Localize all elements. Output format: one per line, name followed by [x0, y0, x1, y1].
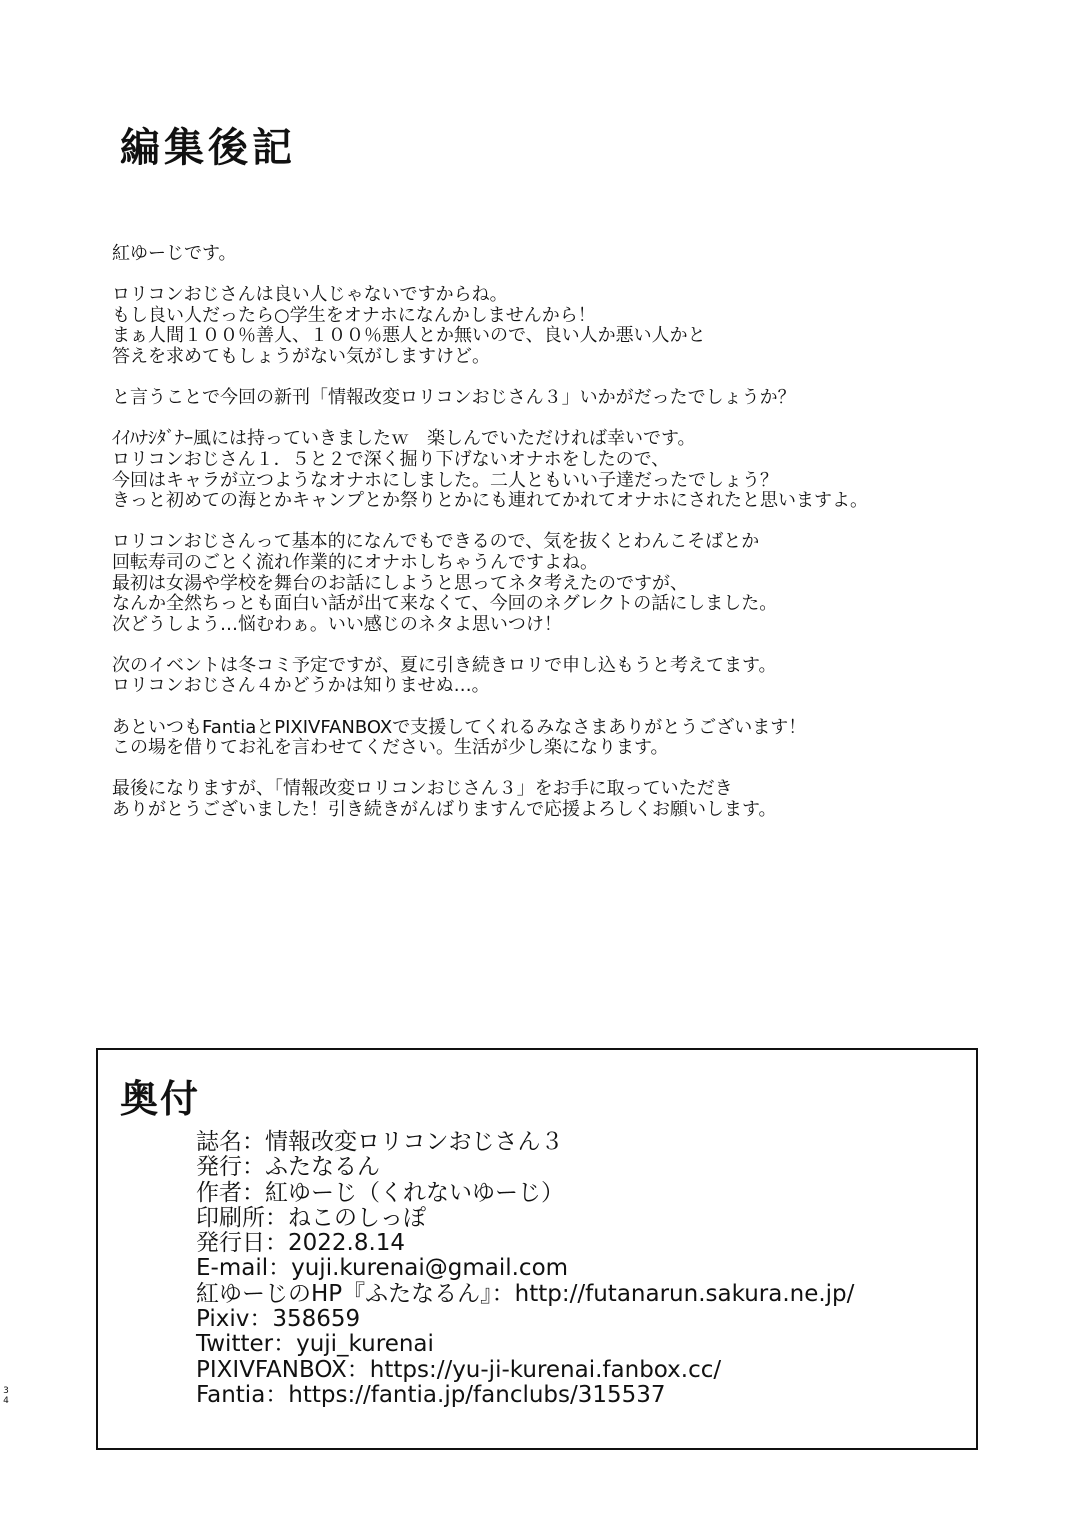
text-line: 次のイベントは冬コミ予定ですが、夏に引き続きロリで申し込もうと考えてます。: [112, 654, 777, 676]
paragraph: [112, 532, 1012, 635]
text-line: 次どうしよう…悩むわぁ。いい感じのネタよ思いつけ！: [112, 613, 562, 635]
paragraph: [112, 779, 1012, 820]
text-line: きっと初めての海とかキャンプとか祭りとかにも連れてかれてオナホにされたと思いますよ。: [112, 490, 868, 512]
colophon-row-homepage: 紅ゆーじのHP『ふたなるん』：http://futanarun.sakura.ne.jp/: [196, 1280, 855, 1307]
colophon-row-twitter: Twitter：yuji_kurenai: [196, 1331, 434, 1358]
afterword-title: 編集後記: [120, 125, 296, 171]
paragraph: [112, 285, 1012, 367]
text-line: 今回はキャラが立つようなオナホにしました。二人ともいい子達だったでしょう？: [112, 469, 778, 491]
colophon-row-fantia: Fantia：https://fantia.jp/fanclubs/315537: [196, 1381, 666, 1408]
text-line: と言うことで今回の新刊「情報改変ロリコンおじさん３」いかがだったでしょうか？: [112, 387, 796, 409]
text-line: あといつもFantiaとPIXIVFANBOXで支援してくれるみなさまありがとうございます！: [112, 716, 807, 738]
afterword-body: [112, 244, 1012, 841]
text-line: この場を借りてお礼を言わせてください。生活が少し楽になります。: [112, 737, 669, 759]
text-line: ｲｲﾊﾅｼﾀﾞﾅｰ風には持っていきましたｗ 楽しんでいただければ幸いです。: [112, 428, 696, 450]
text-line: 最後になりますが、「情報改変ロリコンおじさん３」をお手に取っていただき: [112, 778, 733, 800]
colophon-row-email: E-mail：yuji.kurenai@gmail.com: [196, 1255, 569, 1282]
colophon-row-title: 誌名：情報改変ロリコンおじさん３: [196, 1129, 564, 1155]
text-line: ロリコンおじさん４かどうかは知りませぬ…。: [112, 675, 490, 697]
paragraph: [112, 429, 1012, 511]
colophon-row-fanbox: PIXIVFANBOX：https://yu-ji-kurenai.fanbox.cc/: [196, 1356, 722, 1383]
paragraph: [112, 656, 1012, 697]
paragraph: [112, 388, 1012, 409]
colophon-row-pixiv: Pixiv：358659: [196, 1306, 361, 1333]
text-line: まぁ人間１００％善人、１００％悪人とか無いので、良い人か悪い人かと: [112, 325, 706, 347]
text-line: 紅ゆーじです。: [112, 243, 237, 264]
colophon-list: [196, 1130, 854, 1408]
text-line: 答えを求めてもしょうがない気がしますけど。: [112, 345, 490, 367]
paragraph: [112, 244, 1012, 265]
text-line: 回転寿司のごとく流れ作業的にオナホしちゃうんですよね。: [112, 551, 598, 573]
paragraph: [112, 718, 1012, 759]
colophon-box: [96, 1048, 978, 1450]
colophon-row-publisher: 発行：ふたなるん: [196, 1154, 380, 1181]
page-number: 3 4: [3, 1386, 9, 1406]
text-line: ロリコンおじさんは良い人じゃないですからね。: [112, 284, 508, 306]
text-line: ロリコンおじさん１．５と２で深く掘り下げないオナホをしたので、: [112, 448, 670, 470]
text-line: 最初は女湯や学校を舞台のお話にしようと思ってネタ考えたのですが、: [112, 572, 688, 594]
text-line: ロリコンおじさんって基本的になんでもできるので、気を抜くとわんこそばとか: [112, 531, 760, 553]
text-line: なんか全然ちっとも面白い話が出て来なくて、今回のネグレクトの話にしました。: [112, 593, 778, 615]
colophon-row-author: 作者：紅ゆーじ（くれないゆーじ）: [196, 1179, 564, 1206]
colophon-row-printer: 印刷所：ねこのしっぽ: [196, 1204, 426, 1231]
text-line: ありがとうございました！引き続きがんばりますんで応援よろしくお願いします。: [112, 799, 777, 821]
text-line: もし良い人だったら○学生をオナホになんかしませんから！: [112, 304, 596, 326]
colophon-row-date: 発行日：2022.8.14: [196, 1230, 406, 1257]
colophon-title: 奥付: [120, 1077, 201, 1121]
